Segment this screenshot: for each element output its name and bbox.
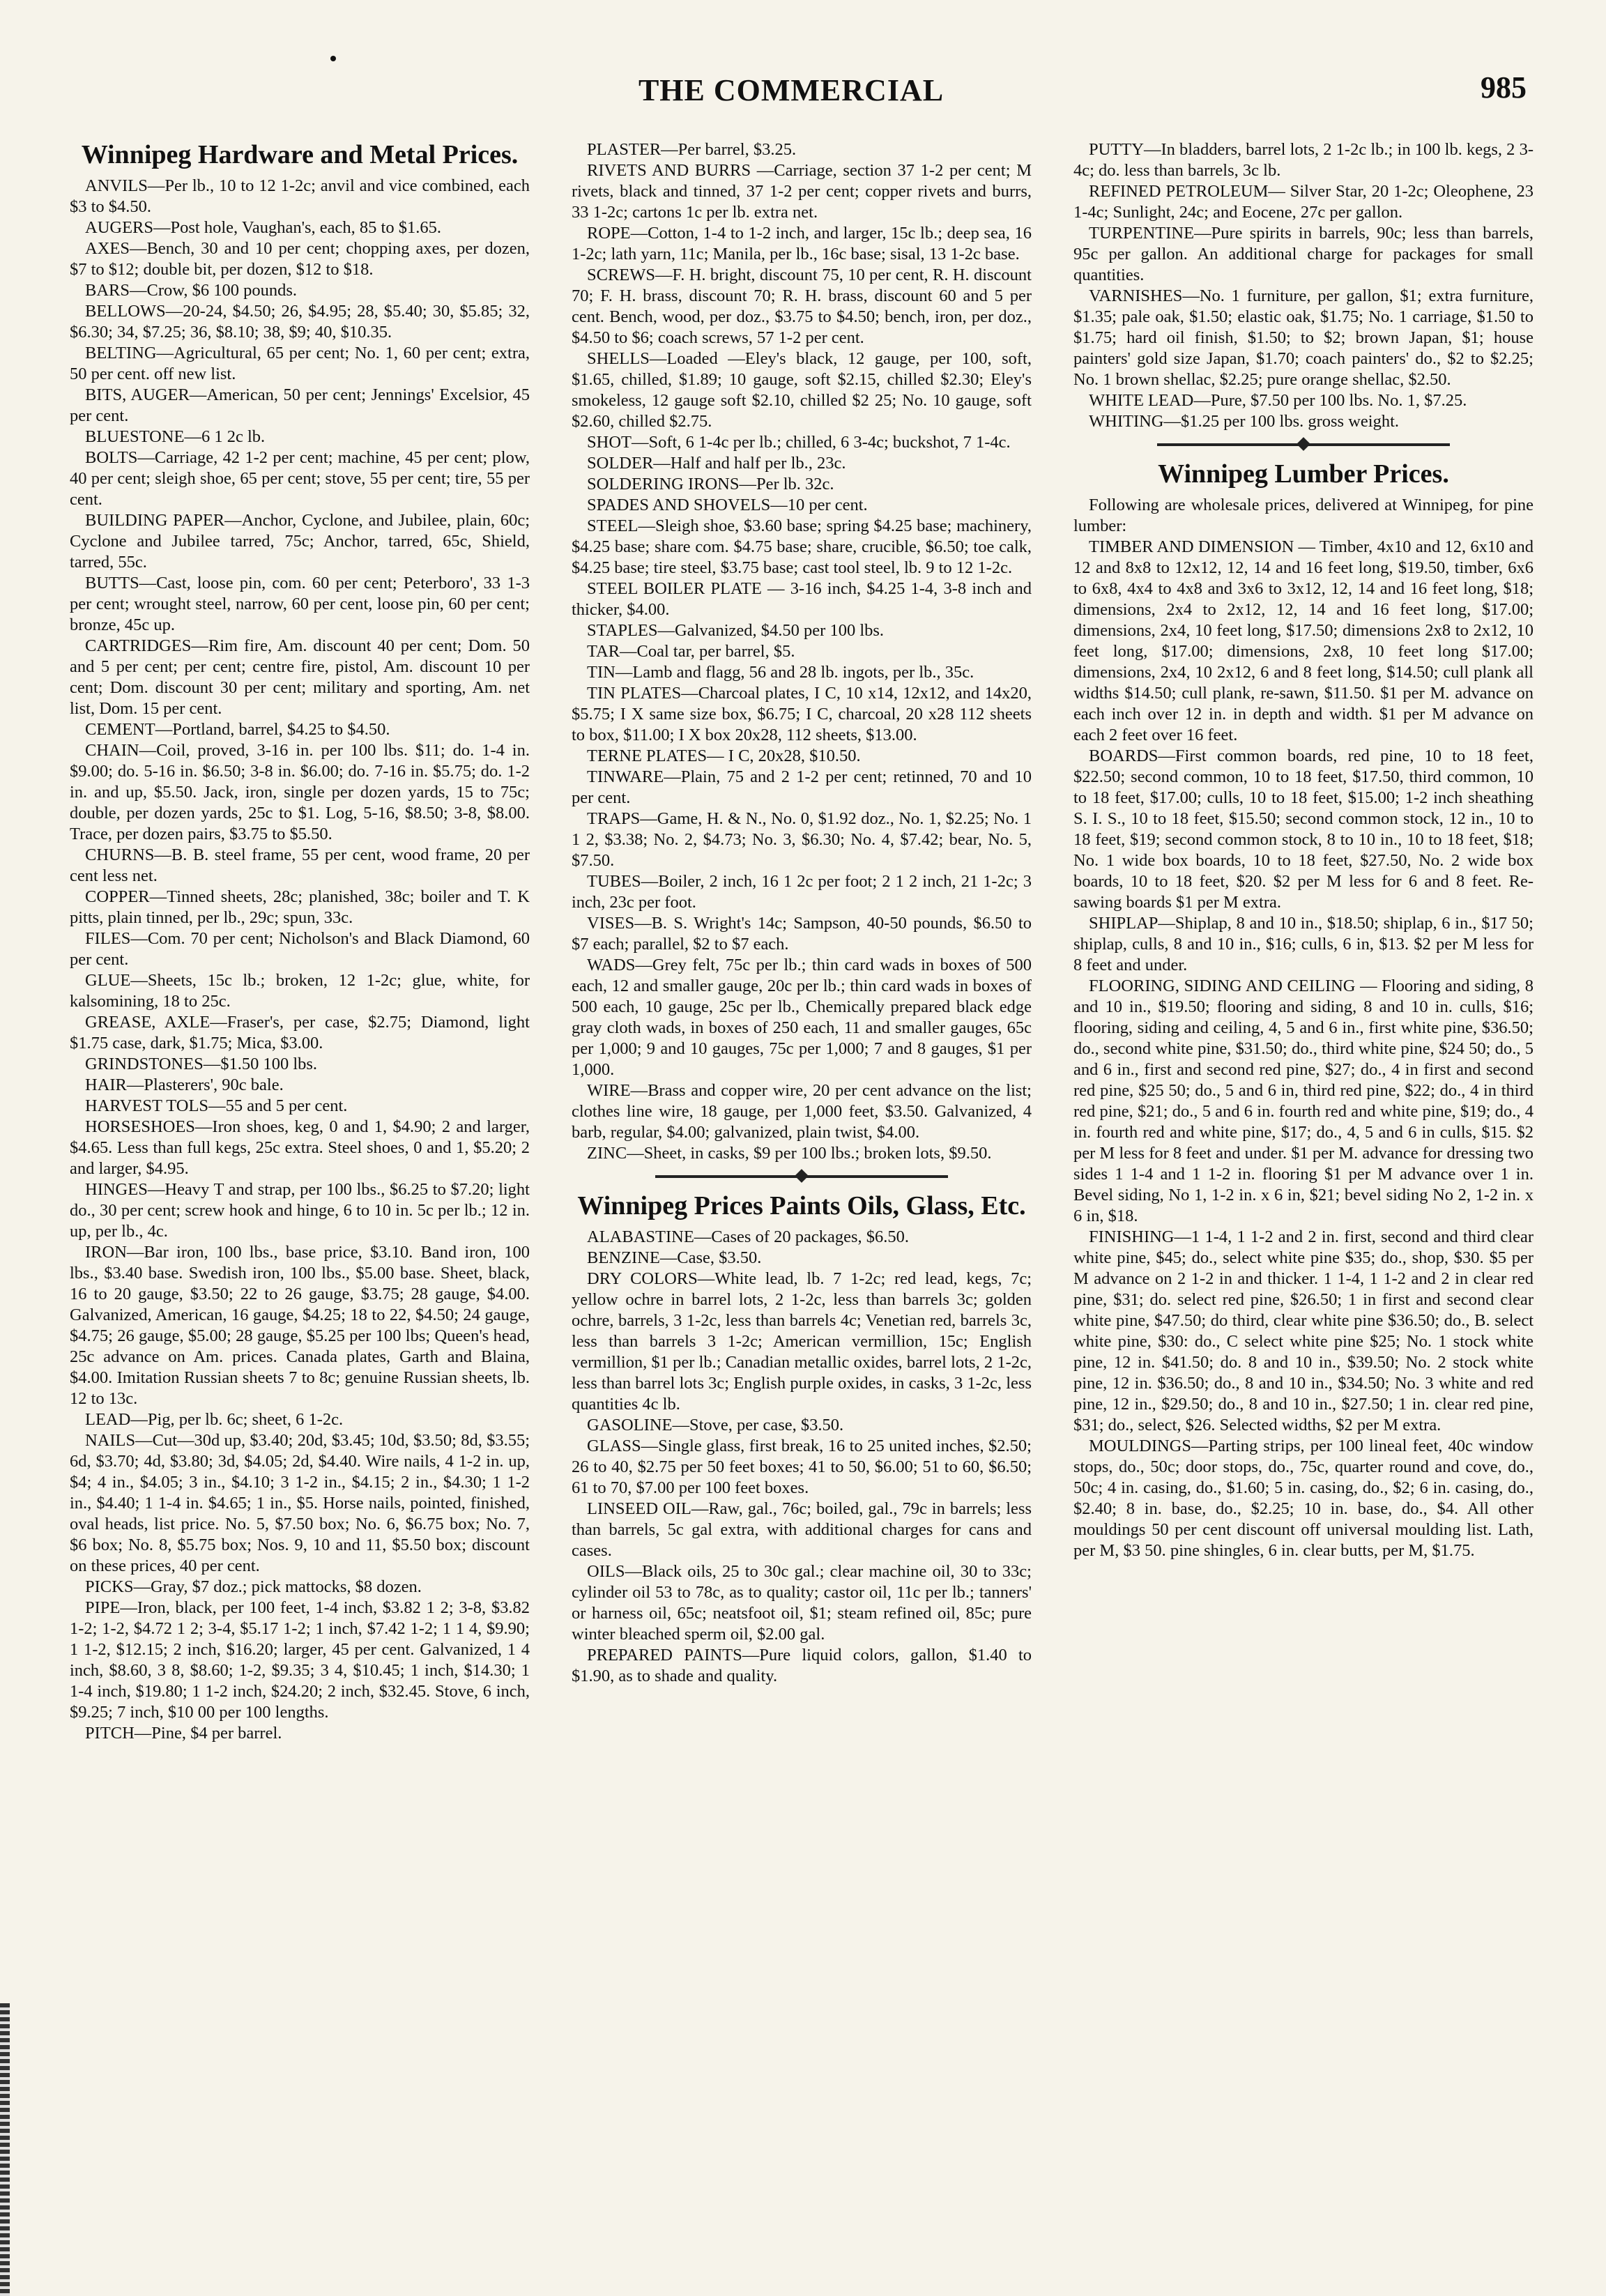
price-entry: ANVILS—Per lb., 10 to 12 1-2c; anvil and vice combined, each $3 to $4.50. [70,176,530,216]
price-entry: PUTTY—In bladders, barrel lots, 2 1-2c lb.; in 100 lb. kegs, 2 3-4c; do. less than barrels, 3c lb. [1073,140,1534,180]
price-entry: FLOORING, SIDING AND CEILING — Flooring and siding, 8 and 10 in., $19.50; flooring and siding, 8 and 10 in. culls, $16; flooring, siding and ceiling, 4, 5 and 6 in., first white pine, $36.50; do., second white pine, $31.50; do., third white pine, $24 50; do., 5 and 6 in., first and second red pine, $27; do., 4 in first and second red pine, $25 50; do., 5 and 6 in, third red pine, $22; do., 4 in third red pine, $21; do., 5 and 6 in. fourth red and white pine, $19; do., 4 in. fourth red and white pine, $17; do., 4, 5 and 6 in culls, $15. $2 per M less for 8 feet and under. $1 per M. advance for dressing two sides 1 1-4 and 1 1-2 in. flooring $1 per M advance over 1 in. Bevel siding, No 1, 1-2 in. x 6 in, $21; bevel siding No 2, 1-2 in. x 6 in, $18. [1073,977,1534,1225]
price-entry: WADS—Grey felt, 75c per lb.; thin card wads in boxes of 500 each, 12 and smaller gauge, 20c per lb.; thin card wads in boxes of 500 each, 10 gauge, 25c per lb., Chemically prepared black edge gray cloth wads, in boxes of 250 each, 11 and smaller gauges, 65c per 1,000; 9 and 10 gauges, 75c per 1,000; 7 and 8 gauges, $1 per 1,000. [572,956,1032,1079]
column-1 [70,139,530,2258]
price-entry: ROPE—Cotton, 1-4 to 1-2 inch, and larger, 15c lb.; deep sea, 16 1-2c; lath yarn, 11c; Manila, per lb., 16c base; sisal, 13 1-2c base. [572,224,1032,263]
price-entry: VISES—B. S. Wright's 14c; Sampson, 40-50 pounds, $6.50 to $7 each; parallel, $2 to $7 each. [572,914,1032,954]
price-entry: BLUESTONE—6 1 2c lb. [85,427,266,446]
price-entry: NAILS—Cut—30d up, $3.40; 20d, $3.45; 10d, $3.50; 8d, $3.55; 6d, $3.70; 4d, $3.80; 3d, $4.05; 2d, $4.40. Wire nails, 4 1-2 in. up, $4; 4 in., $4.05; 3 in., $4.10; 3 1-2 in., $4.15; 2 in., $4.30; 1 1-2 in., $4.40; 1 1-4 in. $4.65; 1 in., $5. Horse nails, pointed, finished, oval heads, list price. No. 5, $7.50 box; No. 6, $6.75 box; No. 7, $6 box; No. 8, $5.75 box; Nos. 9, 10 and 11, $5.50 box; discount on these prices, 40 per cent. [70,1431,530,1575]
price-entry: WHITING—$1.25 per 100 lbs. gross weight. [1089,412,1400,431]
price-entry: SHIPLAP—Shiplap, 8 and 10 in., $18.50; shiplap, 6 in., $17 50; shiplap, culls, 8 and 10 in., $16; culls, 6 in, $13. $2 per M less for 8 feet and under. [1073,914,1534,974]
price-entry: BARS—Crow, $6 100 pounds. [85,281,298,300]
price-entry: TIMBER AND DIMENSION — Timber, 4x10 and 12, 6x10 and 12 and 8x8 to 12x12, 12, 14 and 16 feet long, $19.50, timber, 6x6 to 6x8, 4x4 to 4x8 and 3x6 to 3x12, 12, 14 and 16 feet long, $18; dimensions, 2x4 to 2x12, 12, 14 and 16 feet long, $17.00; dimensions, 2x4, 10 feet long, $17.50; dimensions 2x8 to 2x12, 10 feet long, $17.00; dimensions, 2x8, 10 feet long $17.00; dimensions, 2x4, 10 2x12, 6 and 8 feet long, $14.50; cull plank all widths $14.50; cull plank, re-sawn, $11.50. $1 per M. advance on each inch over 12 in. in depth and width. $1 per M advance on each 2 feet over 16 feet. [1073,537,1534,744]
price-entry: LINSEED OIL—Raw, gal., 76c; boiled, gal., 79c in barrels; less than barrels, 5c gal extra, with additional charges for cans and cases. [572,1499,1032,1560]
price-entry: PIPE—Iron, black, per 100 feet, 1-4 inch, $3.82 1 2; 3-8, $3.82 1-2; 1-2, $4.72 1 2; 3-4, $5.17 1-2; 1 inch, $7.42 1-2; 1 1 4, $9.90; 1 1-2, $12.15; 2 inch, $16.20; larger, 45 per cent. Galvanized, 1 4 inch, $8.60, 3 8, $8.60; 1-2, $9.35; 3 4, $10.45; 1 inch, $14.30; 1 1-4 inch, $19.80; 1 1-2 inch, $24.20; 2 inch, $32.45. Stove, 6 inch, $9.25; 7 inch, $10 00 per 100 lengths. [70,1598,530,1722]
price-entry: PITCH—Pine, $4 per barrel. [85,1724,282,1743]
price-entry: GASOLINE—Stove, per case, $3.50. [587,1416,844,1434]
column-2 [572,139,1032,2258]
paints-entries [572,1227,1032,1687]
price-entry: BITS, AUGER—American, 50 per cent; Jennings' Excelsior, 45 per cent. [70,385,530,425]
price-entry: PICKS—Gray, $7 doz.; pick mattocks, $8 dozen. [85,1577,422,1596]
price-entry: PLASTER—Per barrel, $3.25. [587,140,797,159]
print-speck [330,56,336,61]
price-entry: SPADES AND SHOVELS—10 per cent. [587,496,868,514]
publication-title: THE COMMERCIAL [638,73,945,107]
price-entry: SOLDERING IRONS—Per lb. 32c. [587,475,834,493]
price-entry: AUGERS—Post hole, Vaughan's, each, 85 to $1.65. [85,218,441,237]
price-entry: FINISHING—1 1-4, 1 1-2 and 2 in. first, second and third clear white pine, $45; do., select white pine $35; do., shop, $30. $5 per M advance on 2 1-2 in and thicker. 1 1-4, 1 1-2 and 2 in clear red pine, $31; do. select red pine, $26.50; 1 in first and second clear white pine, $47.50; do third, clear white pine $36.50; do., B. select white pine, $30: do., C select white pine $25; No. 1 stock white pine, 12 in. $41.50; do. 8 and 10 in., $39.50; No. 2 stock white pine, 12 in. $36.50; do., 8 and 10 in., $34.50; No. 3 white and red pine, 12 in., $29.50; do., 8 and 10 in., $27.50; 1 in. clear red pine, $31; do., select, $26. Selected widths, $2 per M extra. [1073,1227,1534,1434]
price-entry: TURPENTINE—Pure spirits in barrels, 90c; less than barrels, 95c per gallon. An additional charge for packages for small quantities. [1073,224,1534,284]
price-entry: OILS—Black oils, 25 to 30c gal.; clear machine oil, 30 to 33c; cylinder oil 53 to 78c, as to quality; castor oil, 11c per lb.; tanners' or harness oil, 65c; neatsfoot oil, $1; steam refined oil, 85c; pure winter bleached sperm oil, $2.00 gal. [572,1562,1032,1644]
price-entry: HINGES—Heavy T and strap, per 100 lbs., $6.25 to $7.20; light do., 30 per cent; screw hook and hinge, 6 to 10 in. 5c per lb.; 12 in. up, per lb., 4c. [70,1180,530,1241]
price-entry: HORSESHOES—Iron shoes, keg, 0 and 1, $4.90; 2 and larger, $4.65. Less than full kegs, 25c extra. Steel shoes, 0 and 1, $5.20; 2 and larger, $4.95. [70,1117,530,1178]
price-entry: TIN—Lamb and flagg, 56 and 28 lb. ingots, per lb., 35c. [587,663,974,682]
price-entry: SOLDER—Half and half per lb., 23c. [587,454,846,473]
price-entry: GLASS—Single glass, first break, 16 to 25 united inches, $2.50; 26 to 40, $2.75 per 50 feet boxes; 41 to 50, $6.00; 51 to 60, $6.50; 61 to 70, $7.00 per 100 feet boxes. [572,1437,1032,1497]
price-entry: BENZINE—Case, $3.50. [587,1248,762,1267]
price-entry: BUTTS—Cast, loose pin, com. 60 per cent; Peterboro', 33 1-3 per cent; wrought steel, narrow, 60 per cent, loose pin, 60 per cent; bronze, 45c up. [70,574,530,634]
price-entry: LEAD—Pig, per lb. 6c; sheet, 6 1-2c. [85,1410,344,1429]
paints-section-title: Winnipeg Prices Paints Oils, Glass, Etc. [577,1191,1026,1220]
price-entry: CARTRIDGES—Rim fire, Am. discount 40 per cent; Dom. 50 and 5 per cent; per cent; centre fire, pistol, Am. discount 10 per cent; Dom. discount 30 per cent; military and sporting, Am. net list, Dom. 15 per cent. [70,636,530,718]
price-entry: RIVETS AND BURRS —Carriage, section 37 1-2 per cent; M rivets, black and tinned, 37 1-2 per cent; copper rivets and burrs, 33 1-2c; cartons 1c per lb. extra net. [572,161,1032,222]
price-entry: WHITE LEAD—Pure, $7.50 per 100 lbs. No. 1, $7.25. [1089,391,1467,410]
price-entry: SHOT—Soft, 6 1-4c per lb.; chilled, 6 3-4c; buckshot, 7 1-4c. [587,433,1011,452]
page-header [56,70,1527,118]
price-entry: TRAPS—Game, H. & N., No. 0, $1.92 doz., No. 1, $2.25; No. 1 1 2, $3.38; No. 2, $4.73; No. 3, $6.30; No. 4, $7.42; bear, No. 5, $7.50. [572,809,1032,870]
column-3 [1073,139,1534,2258]
hardware-entries [70,176,530,1744]
hardware-section-title: Winnipeg Hardware and Metal Prices. [81,140,519,169]
price-entry: BELLOWS—20-24, $4.50; 26, $4.95; 28, $5.40; 30, $5.85; 32, $6.30; 34, $7.25; 36, $8.10; 38, $9; 40, $10.35. [70,302,530,342]
price-entry: STEEL—Sleigh shoe, $3.60 base; spring $4.25 base; machinery, $4.25 base; share com. $4.75 base; share, crucible, $6.50; toe calk, $4.25 base; tire steel, $3.75 base; cast tool steel, lb. 9 to 12 1-2c. [572,516,1032,577]
price-entry: IRON—Bar iron, 100 lbs., base price, $3.10. Band iron, 100 lbs., $3.40 base. Swedish iron, 100 lbs., $5.00 base. Sheet, black, 16 to 20 gauge, $3.50; 22 to 26 gauge, $3.75; 28 gauge, $4.00. Galvanized, American, 16 gauge, $4.25; 18 to 22, $4.50; 24 gauge, $4.75; 26 gauge, $5.00; 28 gauge, $5.25 per 100 lbs; Queen's head, 25c advance on Am. prices. Canada plates, Garth and Blaina, $4.00. Imitation Russian sheets 7 to 8c; genuine Russian sheets, lb. 12 to 13c. [70,1243,530,1408]
hardware-entries-continued [572,139,1032,1164]
price-entry: GRINDSTONES—$1.50 100 lbs. [85,1055,318,1073]
price-entry: DRY COLORS—White lead, lb. 7 1-2c; red lead, kegs, 7c; yellow ochre in barrel lots, 2 1-2c, less than barrels 3c; golden ochre, barrels, 3 1-2c, less than barrels 4c; Venetian red, barrels 3c, less than barrels 3 1-2c; American vermillion, 15c; English vermillion, $1 per lb.; Canadian metallic oxides, barrel lots, 2 1-2c, less than barrel lots 3c; English purple oxides, in casks, 3 1-2c, less quantities 4c lb. [572,1269,1032,1414]
price-entry: CHURNS—B. B. steel frame, 55 per cent, wood frame, 20 per cent less net. [70,845,530,885]
price-entry: PREPARED PAINTS—Pure liquid colors, gallon, $1.40 to $1.90, as to shade and quality. [572,1646,1032,1685]
price-entry: BUILDING PAPER—Anchor, Cyclone, and Jubilee, plain, 60c; Cyclone and Jubilee tarred, 75c; Anchor, tarred, 65c, Shield, tarred, 55c. [70,511,530,572]
price-entry: COPPER—Tinned sheets, 28c; planished, 38c; boiler and T. K pitts, plain tinned, per lb., 29c; spun, 33c. [70,887,530,927]
price-entry: TINWARE—Plain, 75 and 2 1-2 per cent; retinned, 70 and 10 per cent. [572,767,1032,807]
price-entry: STEEL BOILER PLATE — 3-16 inch, $4.25 1-4, 3-8 inch and thicker, $4.00. [572,579,1032,619]
price-entry: TERNE PLATES— I C, 20x28, $10.50. [587,747,861,765]
price-entry: SHELLS—Loaded —Eley's black, 12 gauge, per 100, soft, $1.65, chilled, $1.89; 10 gauge, soft $2.15, chilled $2.30; Eley's smokeless, 12 gauge soft $2.10, chilled $2 25; No. 10 gauge, soft $2.60, chilled $2.75. [572,349,1032,431]
price-entry: HAIR—Plasterers', 90c bale. [85,1076,284,1094]
price-entry: HARVEST TOLS—55 and 5 per cent. [85,1096,348,1115]
price-entry: BOARDS—First common boards, red pine, 10 to 18 feet, $22.50; second common, 10 to 18 feet, $17.50, third common, 10 to 18 feet, $17.00; culls, 10 to 18 feet, $15.00; 1-2 inch sheathing S. I. S., 10 to 18 feet, $15.50; second common stock, 12 in., 10 to 18 feet, $19; second common stock, 8 to 10 in., 10 to 18 feet, $18; No. 1 wide box boards, 10 to 18 feet, $27.50, No. 2 wide box boards, 10 to 18 feet, $20. $2 per M less for 6 and 8 feet. Re-sawing boards $1 per M extra. [1073,747,1534,912]
price-entry: BOLTS—Carriage, 42 1-2 per cent; machine, 45 per cent; plow, 40 per cent; sleigh shoe, 65 per cent; stove, 55 per cent; tire, 55 per cent. [70,448,530,509]
price-entry: TIN PLATES—Charcoal plates, I C, 10 x14, 12x12, and 14x20, $5.75; I X same size box, $6.75; I C, charcoal, 20 x28 112 sheets to box, $11.00; I X box 20x28, 112 sheets, $13.00. [572,684,1032,744]
price-entry: MOULDINGS—Parting strips, per 100 lineal feet, 40c window stops, do., 50c; door stops, do., 75c, quarter round and cove, do., 50c; 4 in. casing, do., $1.60; 5 in. casing, do., $2; 6 in. casing, do., $2.40; 8 in. base, do., $2.25; 10 in. base, do., $4. All other mouldings 50 per cent discount off universal moulding list. Lath, per M, $3 50. pine shingles, 6 in. clear butts, per M, $1.75. [1073,1437,1534,1560]
price-entry: CEMENT—Portland, barrel, $4.25 to $4.50. [85,720,390,739]
price-entry: STAPLES—Galvanized, $4.50 per 100 lbs. [587,621,885,640]
price-entry: WIRE—Brass and copper wire, 20 per cent advance on the list; clothes line wire, 18 gauge, per 1,000 feet, $3.50. Galvanized, 4 barb, regular, $4.00; galvanized, plain twist, $4.00. [572,1081,1032,1142]
price-entry: FILES—Com. 70 per cent; Nicholson's and Black Diamond, 60 per cent. [70,929,530,969]
price-entry: GREASE, AXLE—Fraser's, per case, $2.75; Diamond, light $1.75 case, dark, $1.75; Mica, $3.00. [70,1013,530,1053]
lumber-intro: Following are wholesale prices, delivered at Winnipeg, for pine lumber: [1073,496,1534,535]
lumber-entries [1073,537,1534,1561]
columns [70,139,1534,2258]
price-entry: BELTING—Agricultural, 65 per cent; No. 1, 60 per cent; extra, 50 per cent. off new list. [70,344,530,383]
price-entry: SCREWS—F. H. bright, discount 75, 10 per cent, R. H. discount 70; F. H. brass, discount 70; R. H. brass, discount 60 and 5 per cent. Bench, wood, per doz., $3.75 to $4.50; bench, iron, per doz., $4.50 to $6; coach screws, 57 1-2 per cent. [572,266,1032,347]
price-entry: VARNISHES—No. 1 furniture, per gallon, $1; extra furniture, $1.35; pale oak, $1.50; elastic oak, $1.75; No. 1 carriage, $1.50 to $1.75; hard oil finish, $1.50; to $2; brown Japan, $1; house painters' gold size Japan, $1.70; coach painters' do., $2 to $2.25; No. 1 brown shellac, $2.25; pure orange shellac, $2.50. [1073,286,1534,389]
price-entry: CHAIN—Coil, proved, 3-16 in. per 100 lbs. $11; do. 1-4 in. $9.00; do. 5-16 in. $6.50; 3-8 in. $6.00; do. 7-16 in. $5.75; do. 1-2 in. and up, $5.50. Jack, iron, single per dozen yards, 15 to 75c; double, per dozen yards, 25c to $1. Log, 5-16, $8.50; 3-8, $8.00. Trace, per dozen pairs, $3.75 to $5.50. [70,741,530,843]
price-entry: TUBES—Boiler, 2 inch, 16 1 2c per foot; 2 1 2 inch, 21 1-2c; 3 inch, 23c per foot. [572,872,1032,912]
page-number: 985 [1481,70,1527,105]
price-entry: GLUE—Sheets, 15c lb.; broken, 12 1-2c; glue, white, for kalsomining, 18 to 25c. [70,971,530,1011]
price-entry: ZINC—Sheet, in casks, $9 per 100 lbs.; broken lots, $9.50. [587,1144,992,1163]
binding-edge [0,2003,10,2296]
price-entry: TAR—Coal tar, per barrel, $5. [587,642,795,661]
section-divider [1157,443,1450,446]
price-entry: ALABASTINE—Cases of 20 packages, $6.50. [587,1227,910,1246]
price-entry: AXES—Bench, 30 and 10 per cent; chopping axes, per dozen, $7 to $12; double bit, per dozen, $12 to $18. [70,239,530,279]
paints-entries-continued [1073,139,1534,432]
price-entry: REFINED PETROLEUM— Silver Star, 20 1-2c; Oleophene, 23 1-4c; Sunlight, 24c; and Eocene, 27c per gallon. [1073,182,1534,222]
lumber-section-title: Winnipeg Lumber Prices. [1158,459,1449,489]
section-divider [655,1175,948,1178]
